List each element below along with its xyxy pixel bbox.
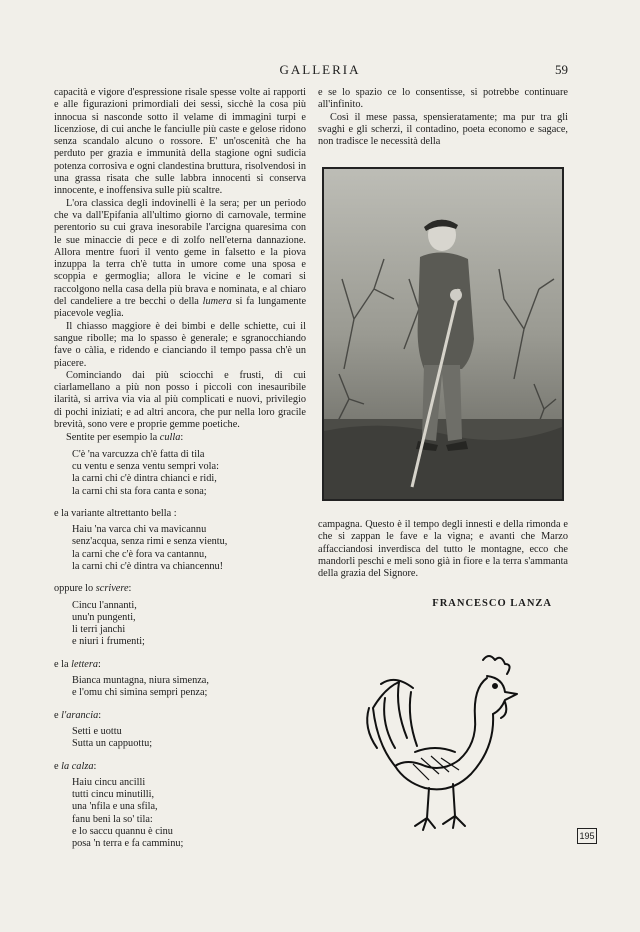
poem-intro: oppure lo scrivere:: [54, 583, 132, 595]
journal-title: GALLERIA: [279, 62, 361, 77]
poem-calza: Haiu cincu ancilli tutti cincu minutilli, una 'nfila e una sfila, fanu beni la so' tila: e lo saccu quannu è cinu posa 'n terra e fa camminu;: [72, 776, 184, 850]
right-column-continued: [318, 519, 568, 580]
poem-intro: e la lettera:: [54, 658, 101, 670]
poem-lettera: Bianca muntagna, niura simenza, e l'omu chi simina sempri penza;: [72, 675, 209, 699]
paragraph: campagna. Questo è il tempo degli innesti e della rimonda e che si zappan le fave e la vigna; e avanti che Marzo affacciandosi inverdisca del tutto le montagne, ecco che mandorli peschi e meli sono già in fiore e la terra s'ammanta della grazia del Signore.: [318, 519, 568, 580]
peasant-with-hoe-photo: [322, 167, 564, 501]
paragraph: Cominciando dai più sciocchi e frusti, di cui ciarlamellano a più non posso i piccoli con inesauribile ilarità, si arriva via via al più complicati e nuovi, privilegio di pochi iniziati; e ad altri ancora, che pur nella loro gracile brevità, sono vere e proprie gemme poetiche.: [54, 369, 306, 431]
poem-variante: Haiu 'na varca chi va mavicannu senz'acqua, senza rimi e senza vientu, la carni che c'è fora va cantannu, la carni chi c'è dintra va chiancennu!: [72, 524, 228, 572]
poem-intro: Sentite per esempio la culla:: [66, 432, 184, 444]
paragraph: Il chiasso maggiore è dei bimbi e delle schiette, cui il sangue ribolle; ma lo spasso è generale; e sgranocchiando fave o càlia, e ridendo e cianciando il tempo passa ch'è un piacere.: [54, 320, 306, 369]
page-number: 59: [555, 62, 568, 77]
author-signature: FRANCESCO LANZA: [432, 598, 552, 609]
poem-arancia: Setti e uottu Sutta un cappuottu;: [72, 725, 153, 750]
right-column: [318, 87, 568, 148]
paragraph: e se lo spazio ce lo consentisse, si potrebbe continuare all'infinito.: [318, 87, 568, 111]
poem-intro: e la variante altrettanto bella :: [54, 507, 177, 519]
poem-intro: e l'arancia:: [54, 709, 102, 721]
poem-scrivere: Cincu l'annanti, unu'n pungenti, li terri janchi e niuri i frumenti;: [72, 599, 145, 648]
paragraph: Così il mese passa, spensieratamente; ma pur tra gli svaghi e gli scherzi, il contadino, poeta economo e sagace, non tradisce le necessità della: [318, 111, 568, 148]
rooster-icon: [355, 648, 525, 843]
poem-culla: C'è 'na varcuzza ch'è fatta di tila cu ventu e senza ventu sempri vola: la carni chi c'è dintra chianci e ridi, la carni chi sta fora canta e sona;: [72, 448, 219, 497]
paragraph: L'ora classica degli indovinelli è la sera; per un periodo che va dall'Epifania all'ultimo giorno di carnovale, termine perentorio su cui grava inesorabile l'arcigna quaresima con le sue minaccie di pece e di zolfo nell'eterna dannazione. Allora mentre fuori il vento geme in falsetto e la piova inzuppa la terra ch'è tutta in umore come una sposa e scoppia e germoglia; allora le vicine e le comari si raccolgono nella casa della più brava e nominata, e al chiaro del candeliere a tre becchi o della lumera si fa lungamente piacevole veglia.: [54, 197, 307, 320]
paragraph: capacità e vigore d'espressione risale spesse volte ai rapporti e alle figurazioni primordiali dei sessi, sicchè la cosa più innocua si nasconde sotto il velame di immagini turpi e licenziose, di cui anche le fanciulle più caste e gelose ridono senza scandalo alcuno o rossore. E' un'oscenità che ha perduto per grazia e immunità della stagione ogni sudicia potenza corrosiva e ogni clandestina bruttura, risolvendosi in una grassa risata che sulle labbra innocenti si conserva innocente, e inoffensiva sulle più scaltre.: [54, 87, 306, 197]
poem-intro: e la calza:: [54, 760, 97, 772]
page-code-box: 195: [577, 828, 597, 844]
left-column: [54, 87, 306, 861]
